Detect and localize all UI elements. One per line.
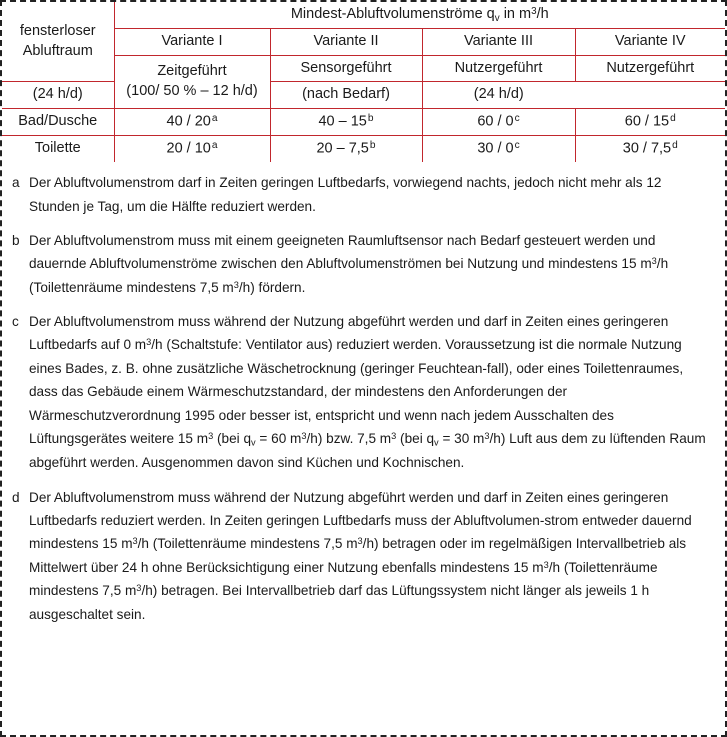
table-title-subscript: v [494, 12, 500, 24]
control-mode-variante-2 [270, 55, 422, 82]
footnote-text: Der Abluftvolumenstrom muss während der Nutzung abgeführt werden und darf in Zeiten eines geringeren Luftbedarfs reduziert werden. In Zeiten geringen Luftbedarfs muss der Abluftvolumen-strom entweder dauernd mindestens 15 $m^3/h$ (Toilettenräume mindestens 7,5 $m^3/h$) betragen oder im regelmäßigen Intervallbetrieb als Mittelwert über 24 h ohne Berücksichtigung einer Nutzung ebenfalls mindestens 15 $m^3/h$ (Toilettenräume mindestens 7,5 $m^3/h$) betragen. Bei Intervallbetrieb darf das Lüftungssystem nicht länger als jeweils 1 h ausgeschaltet sein. [29, 489, 692, 622]
cell-toilette-variante-2 [270, 136, 422, 163]
cell-value: 60 / 0 [477, 113, 514, 130]
cell-value: 40 – 15 [318, 113, 367, 130]
column-header-variante-1 [114, 29, 270, 56]
cell-bad-dusche-variante-1 [114, 108, 270, 135]
table-row [2, 108, 725, 135]
cell-value: 30 / 7,5 [622, 140, 672, 157]
cell-toilette-variante-4 [575, 136, 725, 163]
row-header-toilette [2, 136, 114, 163]
table-title-unit-tail: /h [536, 6, 549, 23]
variant-name: Variante II [313, 33, 379, 50]
footnote-marker: c [514, 112, 520, 124]
operating-detail-variante-3 [270, 82, 422, 109]
footnote-marker: b [367, 112, 374, 124]
cell-toilette-variante-1 [114, 136, 270, 163]
operating-detail-text: (24 h/d) [473, 86, 524, 103]
operating-detail-variante-4 [422, 82, 575, 109]
corner-label-text: fensterloser Abluftraum [19, 23, 96, 59]
cell-value: 20 / 10 [166, 140, 211, 157]
operating-detail-text: (24 h/d) [32, 86, 83, 103]
footnote-d [12, 486, 711, 626]
footnote-marker: c [514, 140, 520, 151]
footnote-marker: a [211, 140, 218, 151]
footnote-marker: d [670, 112, 676, 124]
footnote-key: d [12, 489, 20, 505]
column-header-variante-3 [422, 29, 575, 56]
cell-value: 40 / 20 [166, 113, 211, 130]
control-mode-text: Sensorgeführt [300, 59, 392, 76]
control-mode-variante-1 [114, 55, 270, 108]
footnote-marker: b [369, 140, 376, 151]
footnote-b [12, 229, 711, 299]
column-header-variante-4 [575, 29, 725, 56]
footnotes-section [2, 162, 725, 626]
footnote-text: Der Abluftvolumenstrom darf in Zeiten geringen Luftbedarfs, vorwiegend nachts, jedoch nicht mehr als 12 Stunden je Tag, um die Hälfte reduziert werden. [29, 175, 662, 214]
row-label: Toilette [34, 140, 81, 157]
cell-value: 60 / 15 [624, 113, 670, 130]
operating-detail-text: (nach Bedarf) [302, 86, 390, 103]
footnote-key: c [12, 314, 19, 329]
table-title-cell [114, 2, 725, 29]
table-title-superscript: 3 [531, 6, 537, 17]
footnote-key: b [12, 232, 20, 248]
footnote-a [12, 171, 711, 218]
control-mode-detail: (100/ 50 % – 12 h/d) [126, 82, 258, 99]
footnote-text: Der Abluftvolumenstrom muss mit einem geeigneten Raumluftsensor nach Bedarf gesteuert werden und dauernde Abluftvolumenströme zwischen den Abluftvolumenströmen bei Nutzung und mindestens 15 $m^3/h$ (Toilettenräume mindestens 7,5 $m^3/h$) fördern. [29, 232, 669, 295]
table-header-row-detail [2, 82, 725, 109]
cell-value: 30 / 0 [477, 140, 514, 157]
table-row [2, 136, 725, 163]
table-header-row-title [2, 2, 725, 29]
row-label: Bad/Dusche [18, 113, 98, 130]
control-mode-text: Nutzergeführt [606, 59, 695, 76]
control-mode-text: Nutzergeführt [454, 59, 543, 76]
cell-toilette-variante-3 [422, 136, 575, 163]
control-mode-variante-3 [422, 55, 575, 82]
footnote-marker: d [672, 140, 678, 151]
footnote-text: Der Abluftvolumenstrom muss während der Nutzung abgeführt werden und darf in Zeiten eines geringeren Luftbedarfs auf 0 $m^3/h$ (Schaltstufe: Ventilator aus) reduziert werden. Voraussetzung ist die normale Nutzung eines Bades, z. B. ohne zusätzliche Wäschetrocknung (geringer Feuchtean-fall), oder eines Toilettenraumes, dass das Gebäude einem Wärmeschutzstandard, der mindestens den Anforderungen der Wärmeschutzverordnung 1995 oder besser ist, entspricht und wenn nach jedem Ausschalten des Lüftungsgerätes weitere 15 $m^3$ (bei $q_v = 60$ $m^3/h$) bzw. 7,5 $m^3$ (bei $q_v = 30$ $m^3/h$) Luft aus dem zu lüftenden Raum abgeführt werden. Ausgenommen davon sind Küchen und Kochnischen. [29, 314, 706, 471]
variant-name: Variante I [161, 33, 223, 50]
column-header-variante-2 [270, 29, 422, 56]
footnote-marker: a [211, 112, 218, 124]
cell-bad-dusche-variante-3 [422, 108, 575, 135]
table-corner-label [2, 2, 114, 82]
operating-detail-variante-2 [2, 82, 114, 109]
footnote-c [12, 310, 711, 475]
table-title-unit-lead: in m [499, 6, 532, 23]
variant-name: Variante IV [614, 33, 686, 50]
cell-value: 20 – 7,5 [316, 140, 369, 157]
control-mode-text: Zeitgeführt [157, 63, 227, 80]
table-title-text: Mindest-Abluftvolumenströme q [290, 6, 495, 23]
row-header-bad-dusche [2, 108, 114, 135]
control-mode-variante-4 [575, 55, 725, 82]
variant-name: Variante III [463, 33, 534, 50]
minimum-exhaust-airflow-table [2, 2, 725, 162]
footnote-key: a [12, 175, 20, 191]
cell-bad-dusche-variante-2 [270, 108, 422, 135]
cell-bad-dusche-variante-4 [575, 108, 725, 135]
